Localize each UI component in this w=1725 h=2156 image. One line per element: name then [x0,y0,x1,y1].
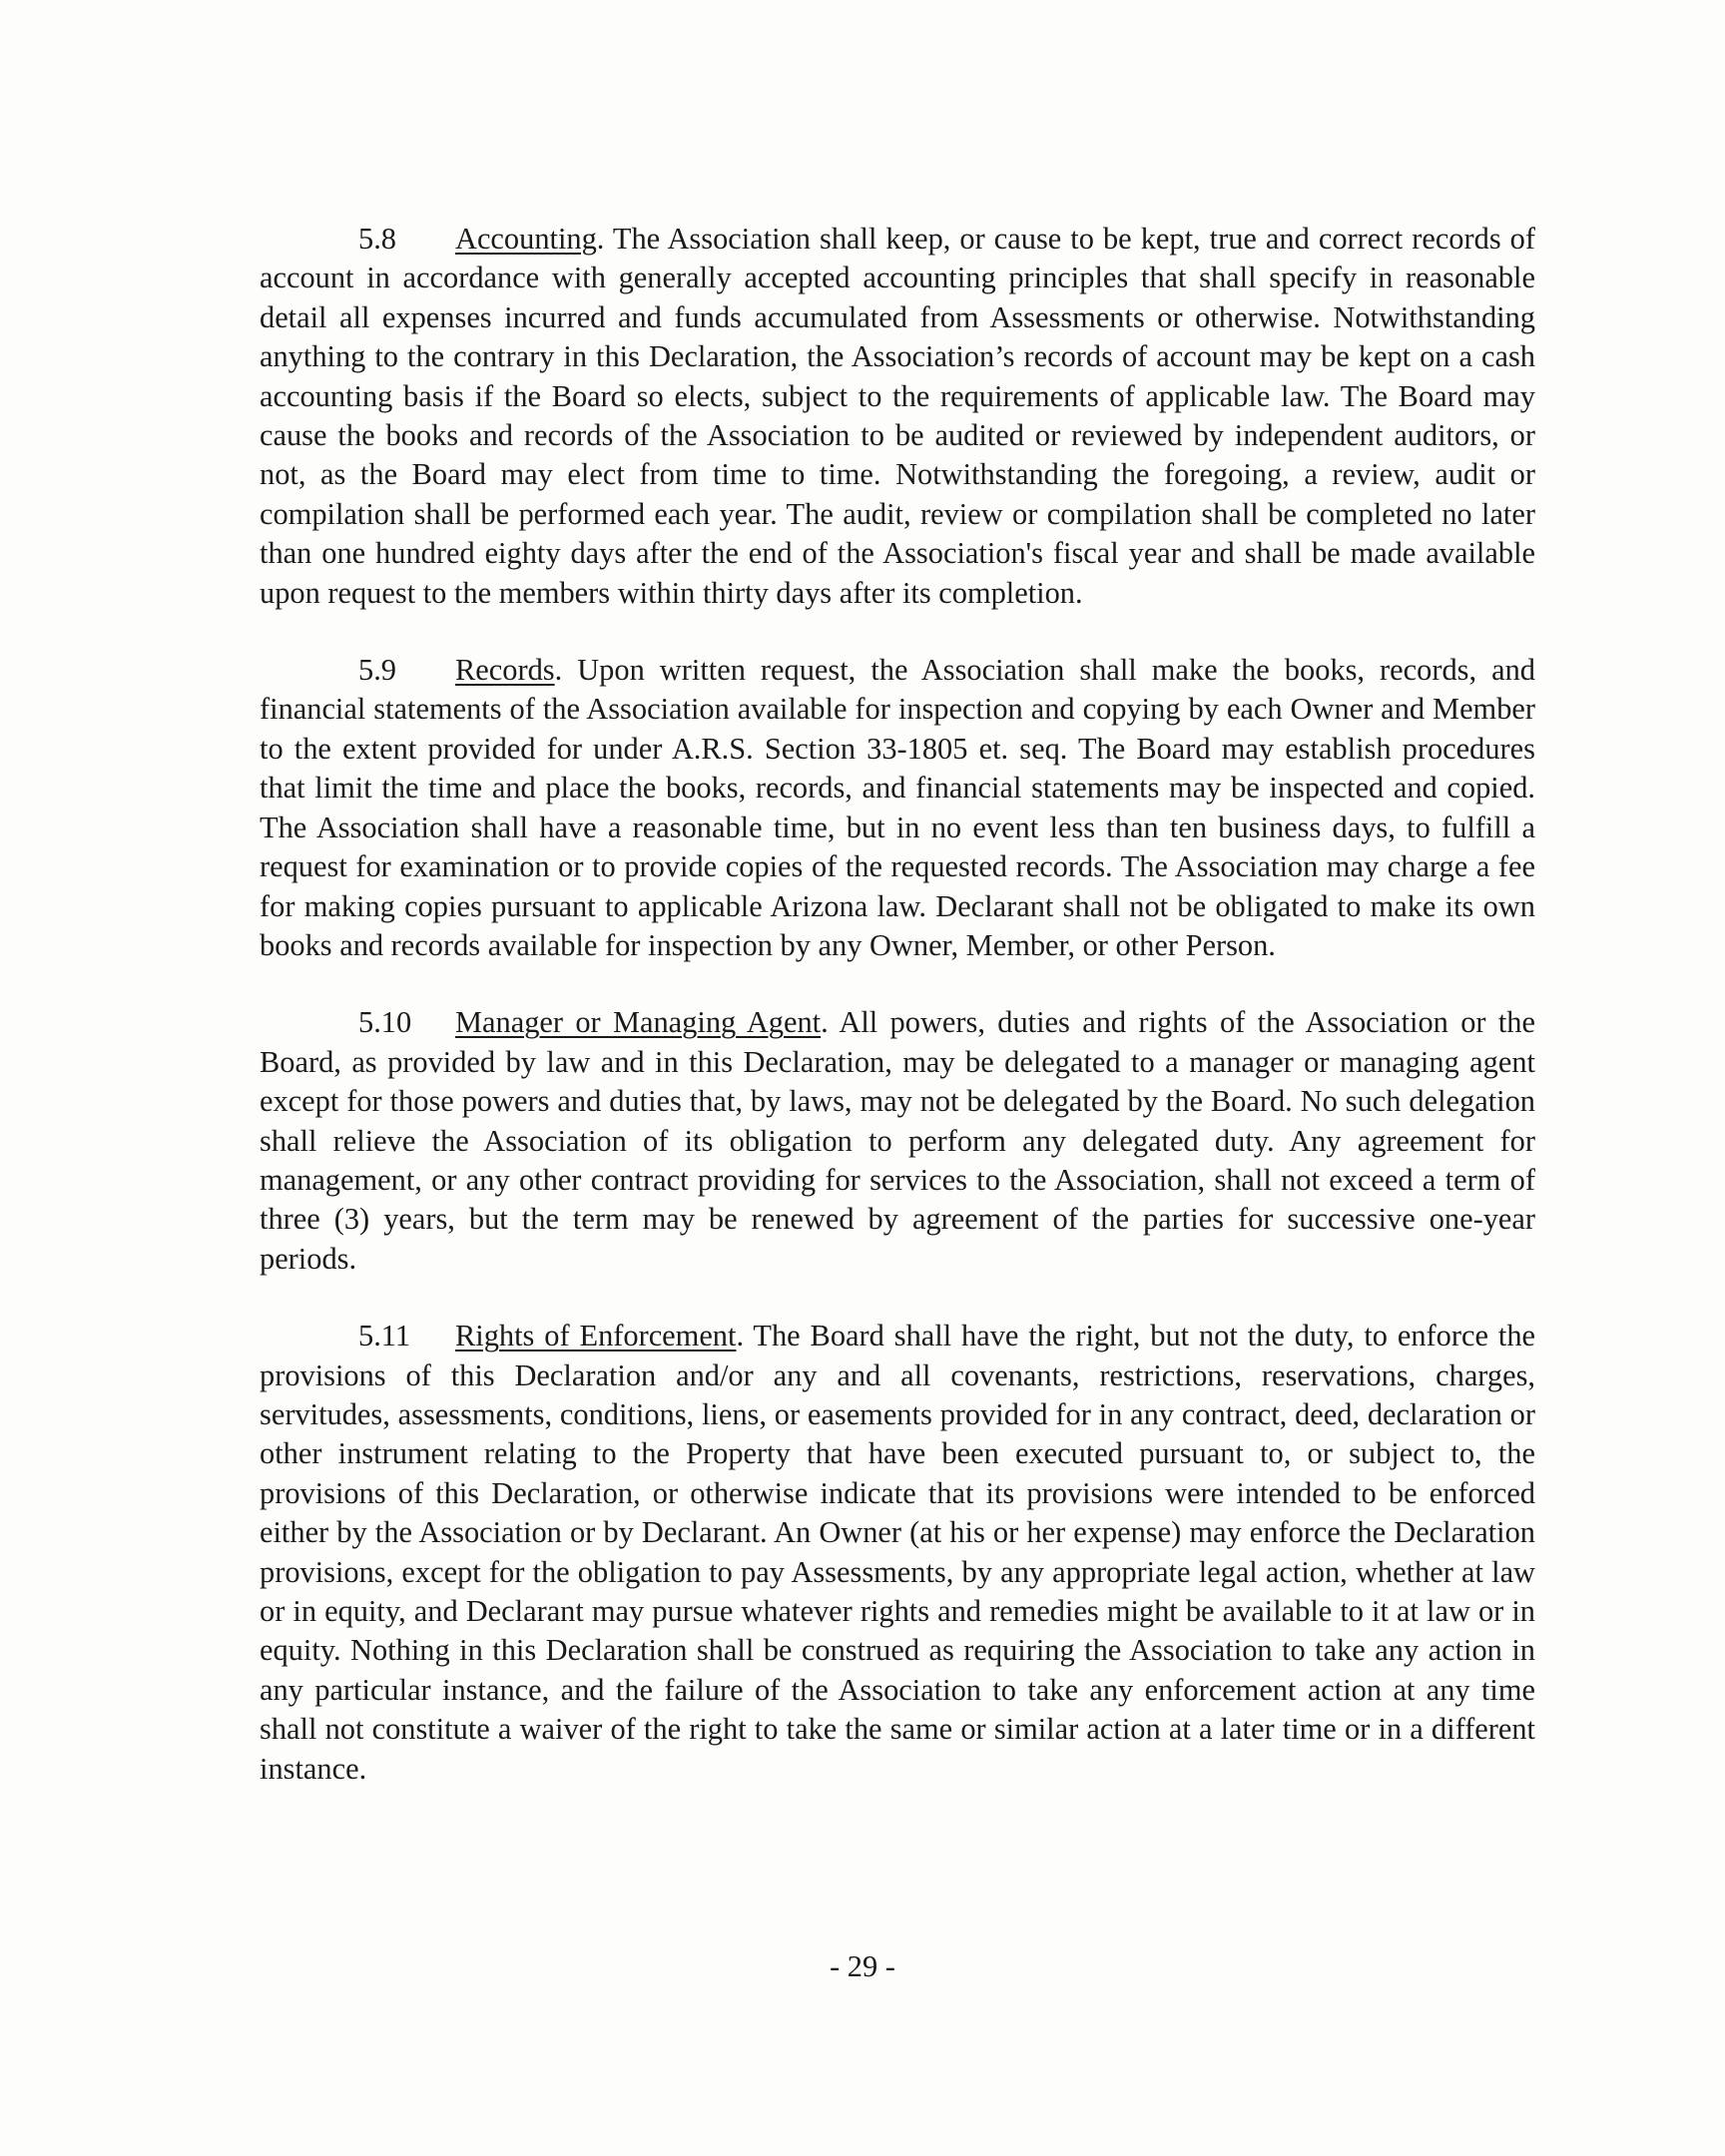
section-number: 5.10 [358,1005,412,1040]
section-number: 5.8 [358,222,396,256]
section-number: 5.9 [358,653,396,688]
section-text: . The Board shall have the right, but not the duty, to enforce the provisions of this Declaration and/or any and all covenants, restrictions, reservations, charges, servitudes, assessments, conditions, liens, or easements provided for in any contract, deed, declaration or other instrument relating to the Property that have been executed pursuant to, or subject to, the provisions of this Declaration, or otherwise indicate that its provisions were intended to be enforced either by the Association or by Declarant. An Owner (at his or her expense) may enforce the Declaration provisions, except for the obligation to pay Assessments, by any appropriate legal action, whether at law or in equity, and Declarant may pursue whatever rights and remedies might be available to it at law or in equity. Nothing in this Declaration shall be construed as requiring the Association to take any action in any particular instance, and the failure of the Association to take any enforcement action at any time shall not constitute a waiver of the right to take the same or similar action at a later time or in a different instance. [260,1319,1535,1786]
section-heading: Accounting [455,222,597,256]
section-5-9 [260,651,1535,965]
section-5-10 [260,1003,1535,1279]
section-text: . The Association shall keep, or cause to be kept, true and correct records of account in accordance with generally accepted accounting principles that shall specify in reasonable detail all expenses incurred and funds accumulated from Assessments or otherwise. Notwithstanding anything to the contrary in this Declaration, the Association’s records of account may be kept on a cash accounting basis if the Board so elects, subject to the requirements of applicable law. The Board may cause the books and records of the Association to be audited or reviewed by independent auditors, or not, as the Board may elect from time to time. Notwithstanding the foregoing, a review, audit or compilation shall be performed each year. The audit, review or compilation shall be completed no later than one hundred eighty days after the end of the Association's fiscal year and shall be made available upon request to the members within thirty days after its completion. [260,222,1535,610]
section-heading: Records [455,653,555,688]
section-5-8 [260,220,1535,613]
document-body [260,220,1535,1827]
section-text: . Upon written request, the Association shall make the books, records, and financial statements of the Association available for inspection and copying by each Owner and Member to the extent provided for under A.R.S. Section 33-1805 et. seq. The Board may establish procedures that limit the time and place the books, records, and financial statements may be inspected and copied. The Association shall have a reasonable time, but in no event less than ten business days, to fulfill a request for examination or to provide copies of the requested records. The Association may charge a fee for making copies pursuant to applicable Arizona law. Declarant shall not be obligated to make its own books and records available for inspection by any Owner, Member, or other Person. [260,653,1535,962]
section-text: . All powers, duties and rights of the Association or the Board, as provided by law and in this Declaration, may be delegated to a manager or managing agent except for those powers and duties that, by laws, may not be delegated by the Board. No such delegation shall relieve the Association of its obligation to perform any delegated duty. Any agreement for management, or any other contract providing for services to the Association, shall not exceed a term of three (3) years, but the term may be renewed by agreement of the parties for successive one-year periods. [260,1005,1535,1276]
section-number: 5.11 [358,1319,411,1353]
section-5-11 [260,1317,1535,1789]
section-heading: Manager or Managing Agent [455,1005,822,1040]
page-number: - 29 - [830,1949,895,1983]
section-heading: Rights of Enforcement [455,1319,737,1353]
